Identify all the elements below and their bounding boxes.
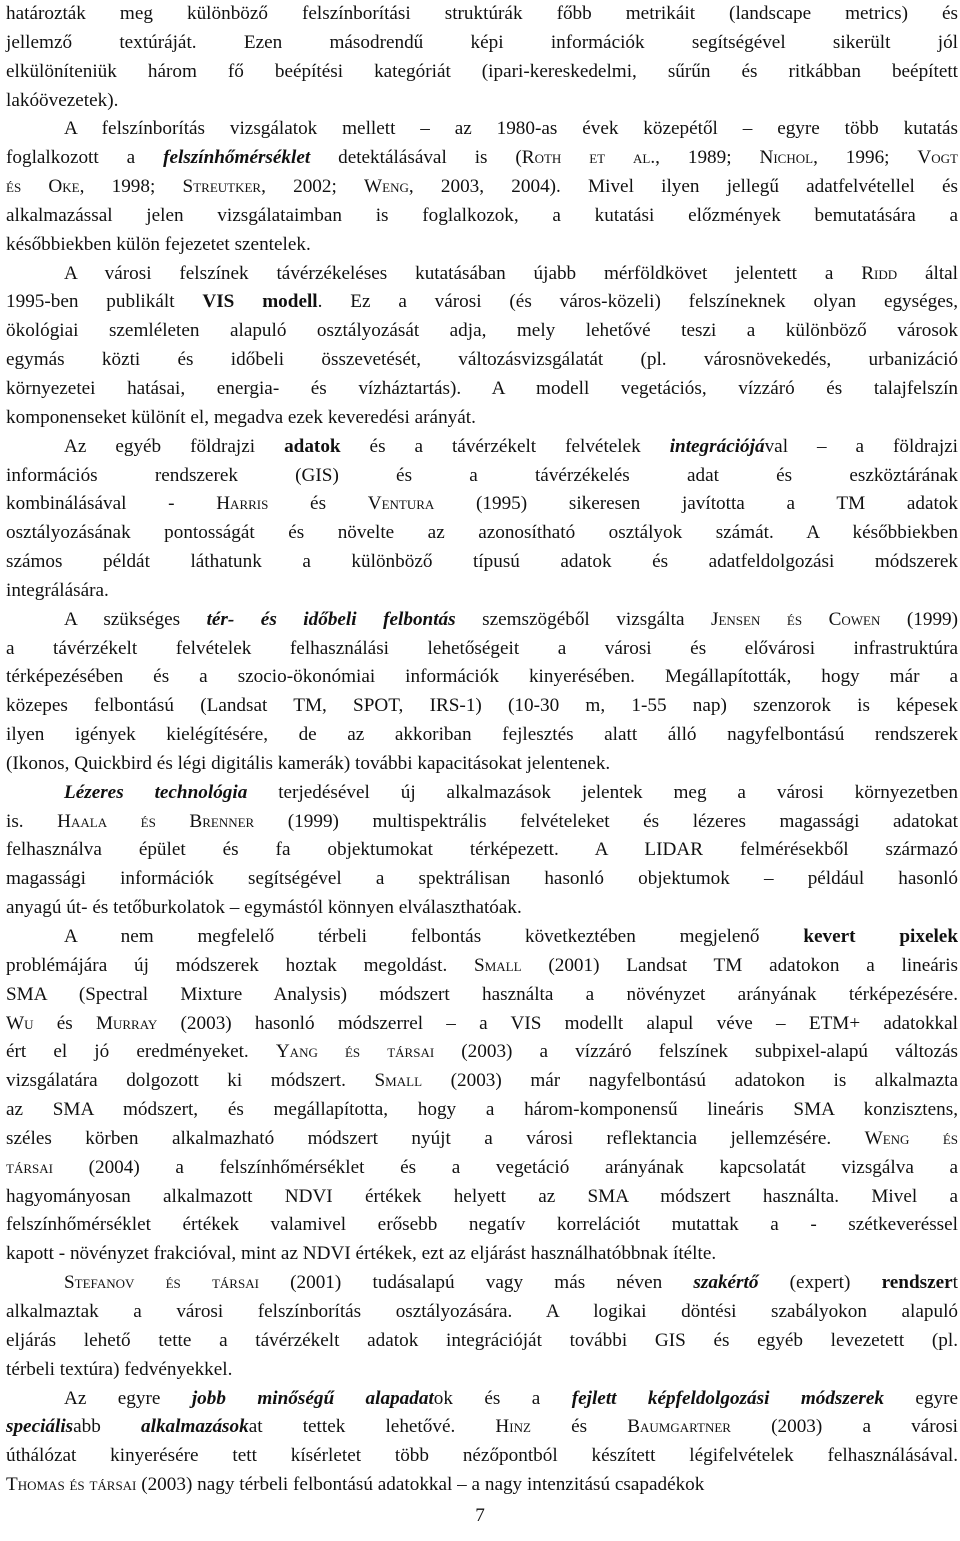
text-run: lakóövezetek). xyxy=(6,89,119,111)
text-line xyxy=(6,1096,958,1125)
text-run: (2003) hasonló módszerrel – a VIS modellt alapul véve – ETM+ adatokkal xyxy=(157,1012,958,1034)
text-run: (2003) már nagyfelbontású adatokon is alkalmazta xyxy=(422,1070,958,1092)
text-line xyxy=(6,750,958,779)
text-line xyxy=(6,144,958,173)
emphasis-text: Lézeres technológia xyxy=(64,781,248,803)
text-run: ilyen igények kielégítésére, de az akkoriban fejlesztés alatt álló nagyfelbontású rendszerek xyxy=(6,724,958,746)
emphasis-text: Vogt xyxy=(917,147,958,169)
emphasis-text: VIS modell xyxy=(202,291,318,313)
text-run: kombinálásával - xyxy=(6,493,217,515)
paragraph-p4 xyxy=(6,433,958,606)
text-line xyxy=(6,952,958,981)
emphasis-text: Haala és Brenner xyxy=(57,810,255,832)
text-run: (1999) multispektrális felvételeket és lézeres magassági adatokat xyxy=(254,810,958,832)
text-run: foglalkozott a xyxy=(6,147,164,169)
emphasis-text: Nichol xyxy=(759,147,814,169)
text-line xyxy=(6,692,958,721)
text-line xyxy=(6,606,958,635)
text-line xyxy=(6,29,958,58)
text-run: (2003) a vízzáró felszínek subpixel-alapú változás xyxy=(434,1041,958,1063)
text-run: problémájára új módszerek hoztak megoldást. xyxy=(6,954,475,976)
text-line xyxy=(6,58,958,87)
text-run: (2003) nagy térbeli felbontású adatokkal – a nagy intenzitású csapadékok xyxy=(136,1474,705,1496)
text-run: számos példát láthatunk a különböző típusú adatok és adatfeldolgozási módszerek xyxy=(6,551,958,573)
emphasis-text: és Oke xyxy=(6,176,80,198)
emphasis-text: szakértő xyxy=(693,1272,759,1294)
text-run: ökológiai szemléleten alapuló osztályozását adja, mely lehetővé teszi a különböző városok xyxy=(6,320,958,342)
text-run: A nem megfelelő térbeli felbontás következtében megjelenő xyxy=(64,926,804,947)
emphasis-text: Streutker xyxy=(182,176,262,198)
text-run: 1995-ben publikált xyxy=(6,291,203,313)
paragraph-p2 xyxy=(6,115,958,259)
text-run: A szükséges xyxy=(64,608,207,630)
text-run: magassági információk segítségével a spektrálisan hasonló objektumok – például hasonló xyxy=(6,868,958,890)
text-run: val – a földrajzi xyxy=(764,435,959,457)
emphasis-text: Harris xyxy=(216,493,269,515)
emphasis-text: Stefanov és társai xyxy=(64,1272,259,1294)
text-run: hagyományosan alkalmazott NDVI értékek helyett az SMA módszert használta. Mivel a xyxy=(6,1185,958,1207)
text-run: széles körben alkalmazható módszert nyújt a városi reflektancia jellemzésére. xyxy=(6,1127,865,1149)
emphasis-text: felszínhőmérséklet xyxy=(163,147,311,169)
text-line xyxy=(6,346,958,375)
text-line xyxy=(6,260,958,289)
text-line xyxy=(6,663,958,692)
emphasis-text: Weng és xyxy=(864,1127,958,1149)
text-run: felszínhőmérséklet értékek valamivel erősebb negatív korrelációt mutattak a - szétkeveréssel xyxy=(6,1214,958,1236)
text-run: is. xyxy=(6,810,58,832)
text-run: jellemző textúráját. Ezen másodrendű képi információk segítségével sikerült jól xyxy=(6,31,958,53)
emphasis-text: Small xyxy=(374,1070,423,1092)
text-line xyxy=(6,1385,958,1414)
text-line xyxy=(6,894,958,923)
text-line xyxy=(6,288,958,317)
paragraph-p9 xyxy=(6,1385,958,1500)
paragraph-p1 xyxy=(6,0,958,115)
text-run: , 2002; xyxy=(261,176,365,198)
text-line xyxy=(6,1298,958,1327)
text-run: egymás közti és időbeli összevetését, változásvizsgálatát (pl. városnövekedés, urbanizáció xyxy=(6,349,958,371)
text-line xyxy=(6,231,958,260)
emphasis-text: rendszer xyxy=(881,1272,953,1294)
emphasis-text: Baumgartner xyxy=(627,1416,731,1438)
emphasis-text: alkalmazások xyxy=(141,1416,249,1438)
text-run: közepes felbontású (Landsat TM, SPOT, IRS-1) (10-30 m, 1-55 nap) szenzorok is képesek xyxy=(6,695,958,717)
text-line xyxy=(6,0,958,29)
text-run: (1999) xyxy=(880,608,959,630)
text-run: (2001) tudásalapú vagy más néven xyxy=(258,1272,694,1294)
text-line xyxy=(6,202,958,231)
paragraph-p8 xyxy=(6,1269,958,1384)
text-run: (2001) Landsat TM adatokon a lineáris xyxy=(521,954,958,976)
text-line xyxy=(6,923,958,952)
paragraph-p3 xyxy=(6,260,958,433)
emphasis-text: Yang és társai xyxy=(275,1041,435,1063)
emphasis-text: Weng xyxy=(364,176,409,198)
text-line xyxy=(6,836,958,865)
emphasis-text: kevert pixelek xyxy=(803,926,958,947)
text-line xyxy=(6,1038,958,1067)
page-number: 7 xyxy=(475,1505,485,1526)
text-line xyxy=(6,721,958,750)
text-run: (1995) sikeresen javította a TM adatok xyxy=(434,493,958,515)
text-run: felhasználva épület és fa objektumokat térképezett. A LIDAR felmérésekből származó xyxy=(6,839,958,861)
text-line xyxy=(6,779,958,808)
text-run: térképezésében és a szocio-ökonómiai információk kinyerésében. Megállapították, hogy már a xyxy=(6,666,958,688)
text-run: (2004) a felszínhőmérséklet és a vegetáció arányának kapcsolatát vizsgálva a xyxy=(52,1156,958,1178)
text-run: és a távérzékelt felvételek xyxy=(340,435,670,457)
text-run: ok és a xyxy=(433,1387,572,1409)
text-run: és xyxy=(268,493,368,515)
text-run: SMA (Spectral Mixture Analysis) módszert használta a növényzet arányának térképezésére. xyxy=(6,983,958,1005)
text-run: elkülöníteniük három fő beépítési kategóriát (ipari-kereskedelmi, sűrűn és ritkábban beépített xyxy=(6,60,958,82)
text-line xyxy=(6,1183,958,1212)
text-run: , 1998; xyxy=(79,176,183,198)
text-run: úthálózat kinyerésére tett kísérletet több nézőpontból készített légifelvételek felhasználásával. xyxy=(6,1445,958,1467)
text-line xyxy=(6,1125,958,1154)
emphasis-text: fejlett képfeldolgozási módszerek xyxy=(571,1387,884,1409)
emphasis-text: speciális xyxy=(6,1416,74,1438)
text-run: , 1996; xyxy=(813,147,918,169)
text-run: szemszögéből vizsgálta xyxy=(455,608,711,630)
text-line xyxy=(6,1413,958,1442)
emphasis-text: Hinz xyxy=(495,1416,531,1438)
text-run: információs rendszerek (GIS) és a távérzékelés adat és eszköztárának xyxy=(6,464,958,486)
text-run: vizsgálatára dolgozott ki módszert. xyxy=(6,1070,375,1092)
emphasis-text: adatok xyxy=(284,435,341,457)
text-line xyxy=(6,1269,958,1298)
text-line xyxy=(6,981,958,1010)
emphasis-text: Small xyxy=(474,954,522,976)
text-line xyxy=(6,1442,958,1471)
text-run: kapott - növényzet frakcióval, mint az NDVI értékek, ezt az eljárást használhatóbbnak ítélte. xyxy=(6,1243,717,1265)
text-run: alkalmaztak a városi felszínborítás osztályozására. A logikai döntési szabályokon alapuló xyxy=(6,1300,958,1322)
text-run: (Ikonos, Quickbird és légi digitális kamerák) további kapacitásokat jelentenek. xyxy=(6,752,611,774)
text-run: az SMA módszert, és megállapította, hogy a három-komponensű lineáris SMA konzisztens, xyxy=(6,1099,958,1121)
emphasis-text: Murray xyxy=(95,1012,158,1034)
text-run: (2003) a városi xyxy=(730,1416,958,1438)
emphasis-text: Wu xyxy=(6,1012,34,1034)
text-line xyxy=(6,87,958,116)
text-line xyxy=(6,173,958,202)
text-run: komponenseket különít el, megadva ezek keveredési arányát. xyxy=(6,406,476,428)
emphasis-text: Roth et al xyxy=(521,147,651,169)
text-run: későbbiekben külön fejezetet szentelek. xyxy=(6,233,311,255)
text-line xyxy=(6,375,958,404)
text-line xyxy=(6,577,958,606)
emphasis-text: tér- és időbeli felbontás xyxy=(206,608,456,630)
text-line xyxy=(6,519,958,548)
text-line xyxy=(6,462,958,491)
text-run: Az egyéb földrajzi xyxy=(64,435,285,457)
text-run: A városi felszínek távérzékeléses kutatásában újabb mérföldkövet jelentett a xyxy=(64,262,862,284)
text-line xyxy=(6,1356,958,1385)
emphasis-text: integrációjá xyxy=(669,435,765,457)
text-line xyxy=(6,1240,958,1269)
text-line xyxy=(6,1010,958,1039)
text-run: A felszínborítás vizsgálatok mellett – az 1980-as évek közepétől – egyre több kutatás xyxy=(64,118,958,140)
paragraph-p6 xyxy=(6,779,958,923)
text-line xyxy=(6,115,958,144)
text-line xyxy=(6,635,958,664)
text-line xyxy=(6,433,958,462)
text-line xyxy=(6,808,958,837)
text-run: a távérzékelt felvételek felhasználási lehetőségeit a városi és elővárosi infrastruktúra xyxy=(6,637,958,659)
emphasis-text: Thomas és társai xyxy=(6,1474,137,1496)
text-run: környezetei hatásai, energia- és vízháztartás). A modell vegetációs, vízzáró és talajfelszín xyxy=(6,377,958,399)
text-line xyxy=(6,490,958,519)
paragraph-p7 xyxy=(6,923,958,1269)
text-line xyxy=(6,1327,958,1356)
text-run: eljárás lehető tette a távérzékelt adatok integrációját további GIS és egyéb levezetett (pl. xyxy=(6,1329,958,1351)
text-run: anyagú út- és tetőburkolatok – egymástól könnyen elválaszthatóak. xyxy=(6,897,522,919)
text-run: integrálására. xyxy=(6,579,109,601)
emphasis-text: Ridd xyxy=(861,262,898,284)
document-page xyxy=(6,0,958,1541)
text-run: osztályozásának pontosságát és növelte az azonosítható osztályok számát. A későbbiekben xyxy=(6,522,958,544)
emphasis-text: Ventura xyxy=(367,493,435,515)
text-run: detektálásával is ( xyxy=(310,147,522,169)
emphasis-text: Jensen és Cowen xyxy=(711,608,881,630)
paragraph-p5 xyxy=(6,606,958,779)
text-run: , 2003, 2004). Mivel ilyen jellegű adatfelvétellel és xyxy=(408,176,958,198)
text-run: alkalmazással jelen vizsgálataimban is foglalkozok, a kutatási előzmények bemutatására a xyxy=(6,204,958,226)
text-run: ért el jó eredményeket. xyxy=(6,1041,276,1063)
text-line xyxy=(6,1211,958,1240)
text-run: . Ez a városi (és város-közeli) felszíneknek olyan egységes, xyxy=(317,291,959,313)
text-line xyxy=(6,865,958,894)
text-run: által xyxy=(897,262,958,284)
text-run: at tettek lehetővé. xyxy=(248,1416,496,1438)
text-run: t xyxy=(952,1272,958,1294)
text-run: és xyxy=(530,1416,628,1438)
text-run: terjedésével új alkalmazások jelentek meg a városi környezetben xyxy=(247,781,958,803)
emphasis-text: jobb minőségű alapadat xyxy=(191,1387,434,1409)
text-line xyxy=(6,1154,958,1183)
text-run: térbeli textúra) fedvényekkel. xyxy=(6,1358,233,1380)
text-run: egyre xyxy=(883,1387,958,1409)
text-line xyxy=(6,1471,958,1500)
text-run: ., 1989; xyxy=(650,147,760,169)
text-line xyxy=(6,317,958,346)
text-run: Az egyre xyxy=(64,1387,192,1409)
emphasis-text: társai xyxy=(6,1156,53,1178)
text-run: határozták meg különböző felszínborítási struktúrák főbb metrikáit (landscape metrics) és xyxy=(6,3,958,24)
text-line xyxy=(6,404,958,433)
text-line xyxy=(6,548,958,577)
text-line xyxy=(6,1067,958,1096)
text-run: és xyxy=(33,1012,96,1034)
text-run: abb xyxy=(73,1416,142,1438)
text-run: (expert) xyxy=(758,1272,882,1294)
